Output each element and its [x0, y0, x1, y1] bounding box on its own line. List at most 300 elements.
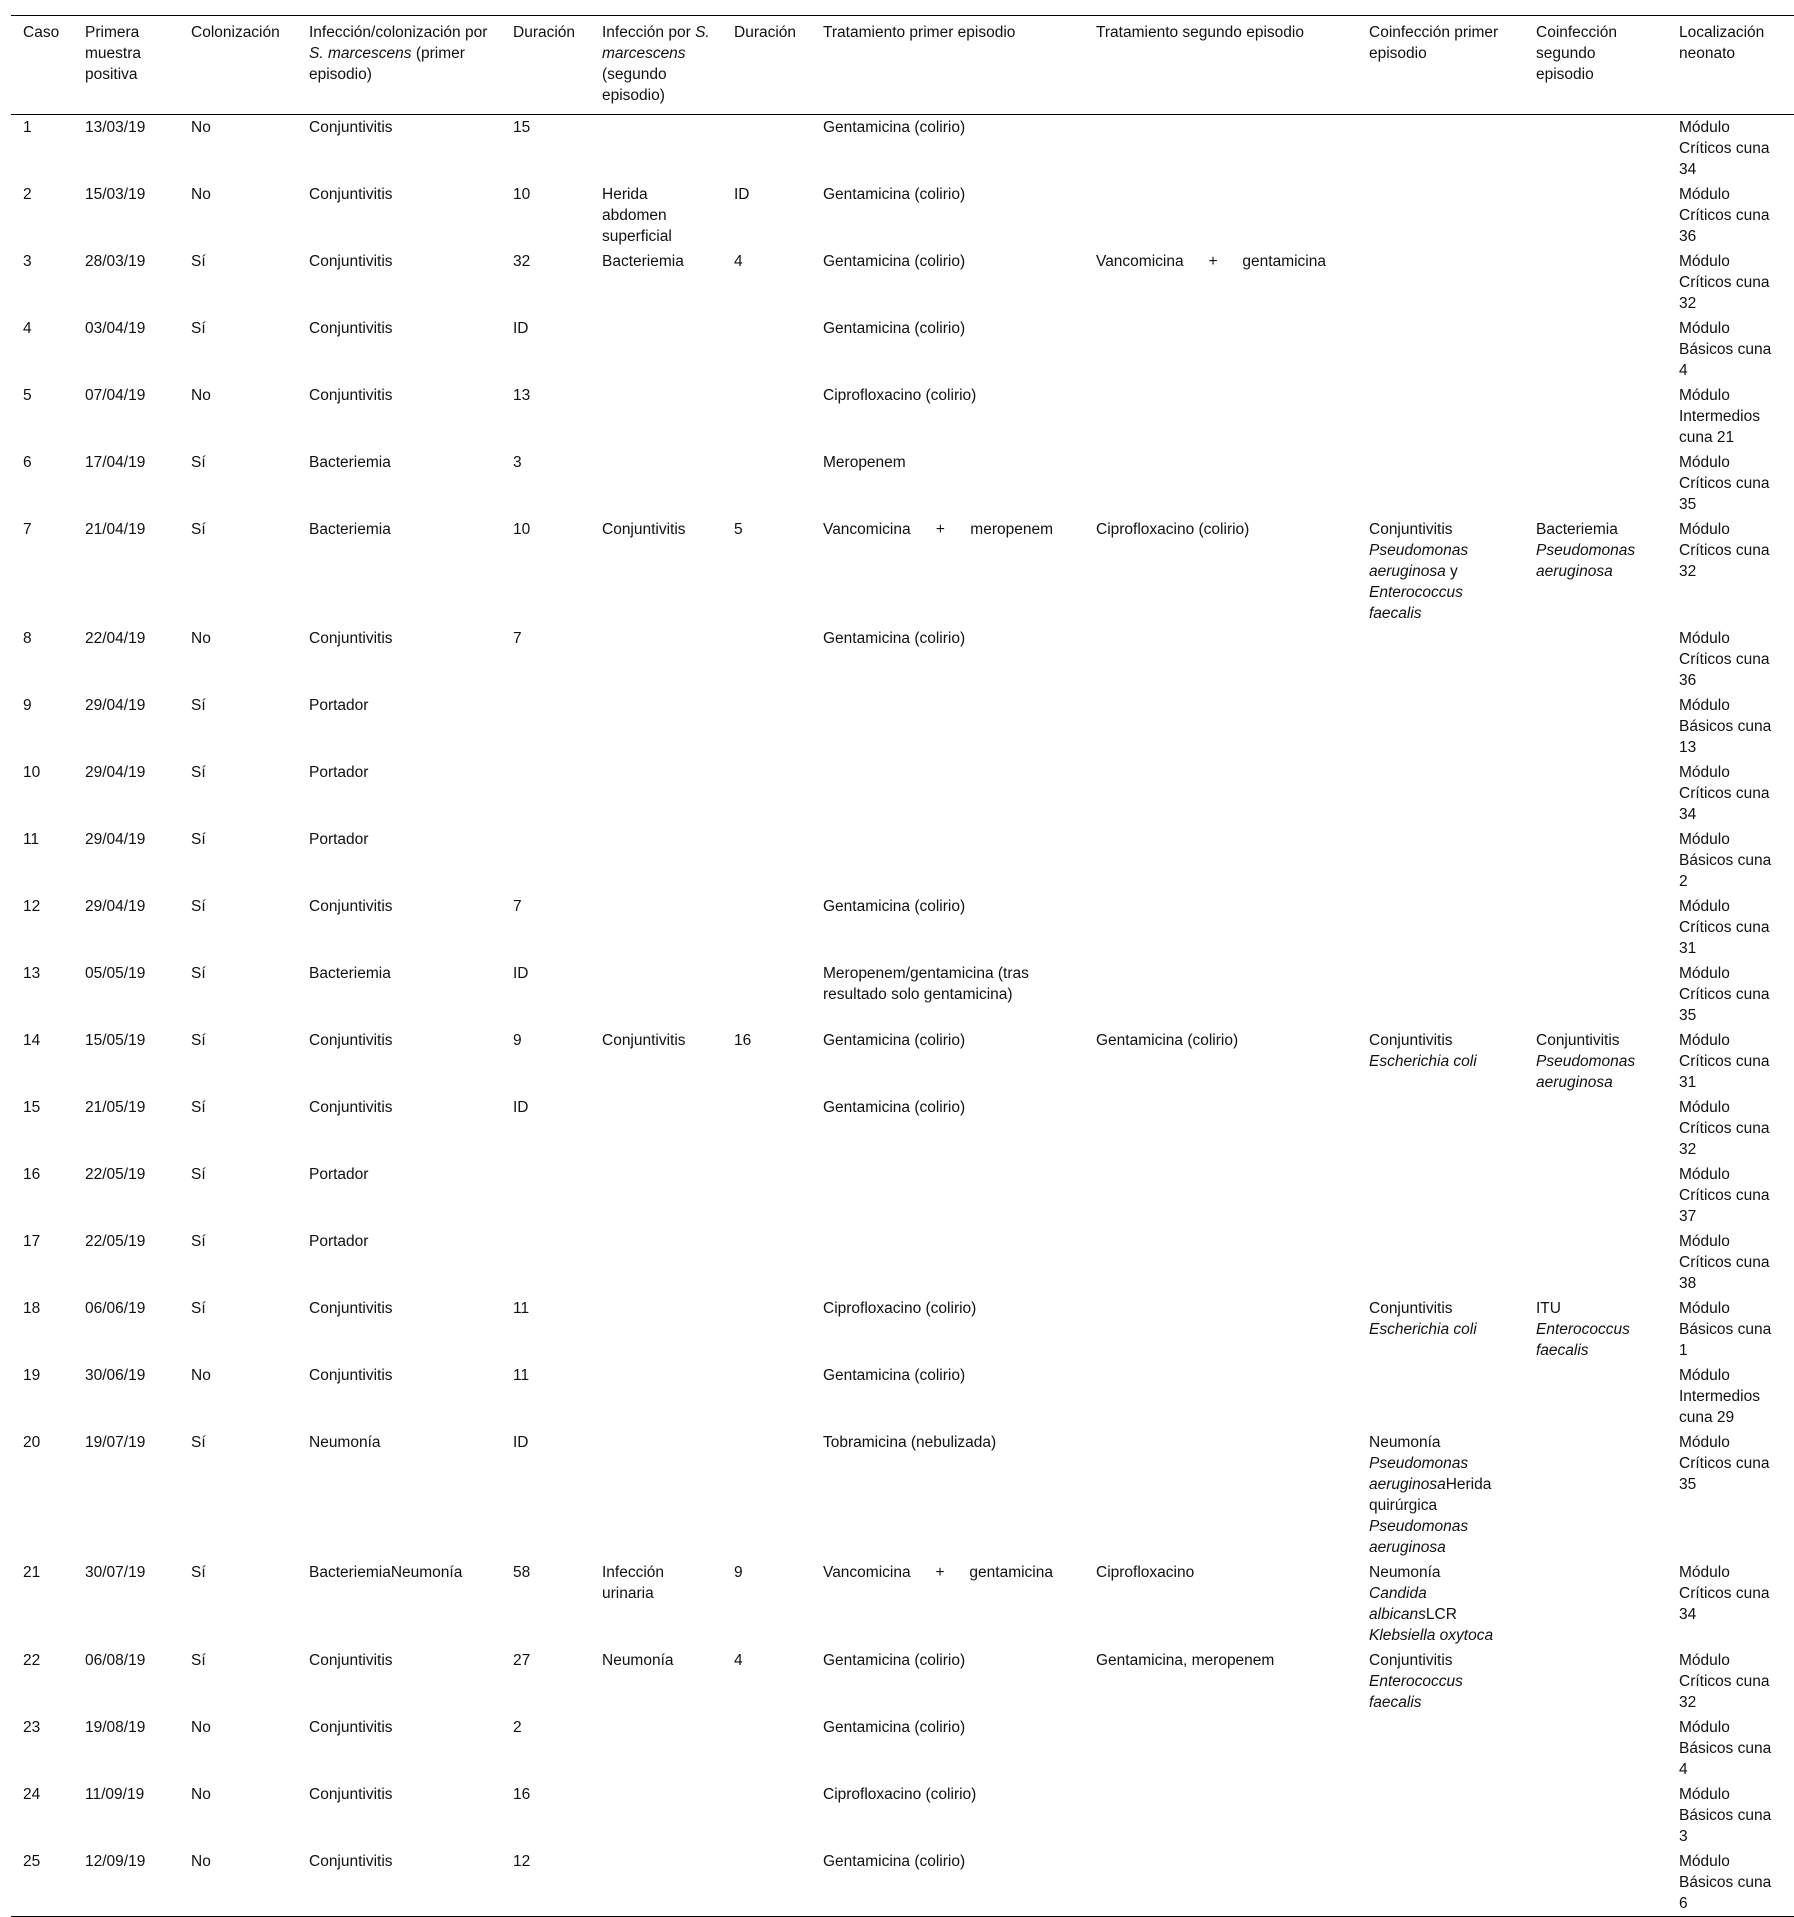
table-row: [11, 517, 1794, 626]
cell-fecha: 11/09/19: [85, 1786, 145, 1803]
cell-infeccion-1: Conjuntivitis: [309, 1719, 393, 1736]
infection-type: y: [1445, 563, 1458, 580]
table-row: [11, 760, 1794, 827]
table-row: [11, 1229, 1794, 1296]
header-row: [11, 16, 1794, 115]
cell-caso: 19: [23, 1367, 41, 1384]
cell-tratamiento-2: [1084, 1430, 1357, 1560]
cell-tratamiento-2: [1084, 1363, 1357, 1430]
cell-caso: 11: [23, 831, 40, 848]
table-row: [11, 827, 1794, 894]
cell-duracion-2: [722, 894, 811, 961]
cell-infeccion-1: Portador: [309, 831, 369, 848]
cell-duracion-1: 7: [513, 898, 522, 915]
cell-fecha: 22/05/19: [85, 1233, 146, 1250]
cell-coinfeccion-2: [1524, 1849, 1667, 1917]
cell-colonizacion: Sí: [191, 1099, 206, 1116]
cell-duracion-2: [722, 760, 811, 827]
table-row: [11, 626, 1794, 693]
cell-tratamiento-2: [1084, 249, 1357, 316]
cell-coinfeccion-2: [1524, 517, 1667, 626]
cell-fecha: 05/05/19: [85, 965, 146, 982]
cell-tratamiento-1: Meropenem/gentamicina (tras resultado solo gentamicina): [823, 965, 1029, 1003]
cell-tratamiento-2: [1084, 760, 1357, 827]
cell-coinfeccion-1: [1357, 316, 1524, 383]
cell-coinfeccion-2: [1524, 182, 1667, 249]
cell-fecha: 06/06/19: [85, 1300, 146, 1317]
infection-type: LCR: [1425, 1606, 1457, 1623]
cell-tratamiento-1: Gentamicina (colirio): [823, 1719, 966, 1736]
header-text-after: (primer episodio): [309, 45, 465, 83]
cell-colonizacion: Sí: [191, 320, 206, 337]
cell-infeccion-2: Conjuntivitis: [602, 521, 686, 538]
cell-fecha: 29/04/19: [85, 764, 146, 781]
cell-coinfeccion-1: [1357, 1363, 1524, 1430]
cell-tratamiento-2: Gentamicina, meropenem: [1096, 1652, 1275, 1669]
header-infeccion-primer-episodio: [297, 16, 501, 115]
infection-type: Conjuntivitis: [1369, 1032, 1453, 1049]
combo-treatment: [823, 519, 1053, 540]
cell-fecha: 29/04/19: [85, 831, 146, 848]
header-italic-text: S. marcescens: [602, 24, 710, 62]
cell-tratamiento-1: Gentamicina (colirio): [823, 320, 966, 337]
table-container: [11, 15, 1794, 1917]
cell-coinfeccion-1: [1357, 1028, 1524, 1095]
cell-tratamiento-2: [1084, 827, 1357, 894]
cell-duracion-2: ID: [734, 186, 750, 203]
cell-infeccion-2: [590, 1849, 722, 1917]
header-colonizacion: [179, 16, 297, 115]
cell-caso: 9: [23, 697, 32, 714]
header-tratamiento-segundo: [1084, 16, 1357, 115]
cell-localizacion: Módulo Críticos cuna 32: [1679, 1099, 1770, 1158]
cell-colonizacion: Sí: [191, 898, 206, 915]
cell-localizacion: Módulo Críticos cuna 35: [1679, 1434, 1770, 1493]
cell-infeccion-1: Bacteriemia: [309, 454, 391, 471]
cell-duracion-2: 4: [734, 1652, 743, 1669]
cell-coinfeccion-2: [1524, 827, 1667, 894]
cell-caso: 7: [23, 521, 32, 538]
cell-tratamiento-2: [1084, 894, 1357, 961]
cell-coinfeccion-2: [1524, 1162, 1667, 1229]
treatment-part: Vancomicina: [823, 1564, 911, 1581]
cell-coinfeccion-1: [1357, 961, 1524, 1028]
cell-colonizacion: Sí: [191, 253, 206, 270]
infection-type: Herida quirúrgica: [1369, 1476, 1492, 1514]
cell-coinfeccion-1: [1357, 115, 1524, 183]
cell-caso: 5: [23, 387, 32, 404]
cell-duracion-2: [722, 1296, 811, 1363]
combo-treatment: [1096, 251, 1326, 272]
cell-infeccion-1: Neumonía: [309, 1434, 381, 1451]
cell-infeccion-1: Bacteriemia: [309, 521, 391, 538]
cell-infeccion-2: Neumonía: [602, 1652, 674, 1669]
cell-colonizacion: No: [191, 1719, 211, 1736]
cell-localizacion: Módulo Críticos cuna 36: [1679, 630, 1770, 689]
cell-tratamiento-1: Gentamicina (colirio): [823, 186, 966, 203]
cell-coinfeccion-1: [1357, 1849, 1524, 1917]
header-infeccion-segundo-episodio: [590, 16, 722, 115]
cell-infeccion-2: Infección urinaria: [602, 1564, 665, 1602]
cell-coinfeccion-2: [1524, 249, 1667, 316]
cell-localizacion: Módulo Críticos cuna 32: [1679, 253, 1770, 312]
cell-colonizacion: Sí: [191, 521, 206, 538]
cell-localizacion: Módulo Básicos cuna 1: [1679, 1300, 1772, 1359]
cell-duracion-2: 9: [734, 1564, 743, 1581]
cell-coinfeccion-2: [1524, 1095, 1667, 1162]
cell-localizacion: Módulo Críticos cuna 37: [1679, 1166, 1770, 1225]
cell-fecha: 30/06/19: [85, 1367, 146, 1384]
infection-type: Conjuntivitis: [1536, 1032, 1620, 1049]
header-duracion-1: [501, 16, 590, 115]
cell-coinfeccion-1: [1357, 1296, 1524, 1363]
cell-colonizacion: Sí: [191, 697, 206, 714]
cell-infeccion-2: [590, 1715, 722, 1782]
cell-coinfeccion-1: [1357, 517, 1524, 626]
cell-caso: 3: [23, 253, 32, 270]
cell-coinfeccion-2: [1524, 693, 1667, 760]
cell-infeccion-2: [590, 1162, 722, 1229]
cell-coinfeccion-2: [1524, 1430, 1667, 1560]
cell-duracion-1: 2: [513, 1719, 522, 1736]
cell-coinfeccion-2: [1524, 1715, 1667, 1782]
cell-tratamiento-1: [811, 827, 1084, 894]
cell-duracion-2: [722, 1782, 811, 1849]
cell-duracion-1: 15: [513, 119, 531, 136]
header-text: Primera muestra positiva: [85, 24, 141, 83]
organism-name: Escherichia coli: [1369, 1321, 1477, 1338]
table-body: [11, 115, 1794, 1917]
cell-infeccion-1: Portador: [309, 1233, 369, 1250]
cell-coinfeccion-1: [1357, 1162, 1524, 1229]
cell-coinfeccion-2: [1524, 383, 1667, 450]
cell-tratamiento-1: [811, 517, 1084, 626]
cell-tratamiento-1: Tobramicina (nebulizada): [823, 1434, 997, 1451]
cell-duracion-2: [722, 1162, 811, 1229]
table-row: [11, 249, 1794, 316]
cell-duracion-2: 16: [734, 1032, 752, 1049]
cell-localizacion: Módulo Básicos cuna 4: [1679, 1719, 1772, 1778]
header-text: Colonización: [191, 24, 280, 41]
cell-tratamiento-1: Gentamicina (colirio): [823, 898, 966, 915]
cell-caso: 23: [23, 1719, 41, 1736]
cell-duracion-1: [501, 1162, 590, 1229]
table-row: [11, 961, 1794, 1028]
organism-name: Escherichia coli: [1369, 1053, 1477, 1070]
cell-tratamiento-2: [1084, 1782, 1357, 1849]
treatment-part: Vancomicina: [1096, 253, 1184, 270]
cell-duracion-2: [722, 961, 811, 1028]
cell-infeccion-1: Conjuntivitis: [309, 1099, 393, 1116]
cell-fecha: 07/04/19: [85, 387, 146, 404]
table-row: [11, 1849, 1794, 1917]
cell-fecha: 15/05/19: [85, 1032, 146, 1049]
cell-infeccion-1: Conjuntivitis: [309, 630, 393, 647]
infection-type: ITU: [1536, 1300, 1561, 1317]
cell-tratamiento-2: [1084, 316, 1357, 383]
cell-localizacion: Módulo Críticos cuna 35: [1679, 454, 1770, 513]
treatment-part: meropenem: [970, 521, 1053, 538]
cell-colonizacion: Sí: [191, 965, 206, 982]
cell-localizacion: Módulo Básicos cuna 2: [1679, 831, 1772, 890]
cell-localizacion: Módulo Críticos cuna 31: [1679, 1032, 1770, 1091]
cell-colonizacion: Sí: [191, 1434, 206, 1451]
cell-tratamiento-2: [1084, 1162, 1357, 1229]
cell-localizacion: Módulo Básicos cuna 13: [1679, 697, 1772, 756]
cell-colonizacion: Sí: [191, 1233, 206, 1250]
cell-duracion-1: 58: [513, 1564, 531, 1581]
treatment-part: gentamicina: [969, 1564, 1053, 1581]
cell-infeccion-1: Portador: [309, 764, 369, 781]
cell-duracion-1: ID: [513, 965, 529, 982]
header-text: Infección/colonización por: [309, 24, 488, 41]
cell-tratamiento-2: Ciprofloxacino: [1096, 1564, 1195, 1581]
cell-localizacion: Módulo Críticos cuna 36: [1679, 186, 1770, 245]
cell-infeccion-1: Conjuntivitis: [309, 1853, 393, 1870]
cell-duracion-2: [722, 693, 811, 760]
cell-duracion-1: 11: [513, 1367, 530, 1384]
organism-name: Pseudomonas aeruginosa: [1536, 542, 1636, 580]
cell-infeccion-1: Portador: [309, 1166, 369, 1183]
cell-colonizacion: No: [191, 1853, 211, 1870]
cell-coinfeccion-1: [1357, 182, 1524, 249]
header-text: Duración: [513, 24, 576, 41]
cell-infeccion-2: [590, 1229, 722, 1296]
cell-infeccion-2: [590, 827, 722, 894]
cell-coinfeccion-2: [1524, 316, 1667, 383]
cell-localizacion: Módulo Intermedios cuna 21: [1679, 387, 1760, 446]
cell-coinfeccion-1: [1357, 1648, 1524, 1715]
cell-coinfeccion-2: [1524, 450, 1667, 517]
header-caso: [11, 16, 73, 115]
cell-colonizacion: Sí: [191, 1564, 206, 1581]
cell-localizacion: Módulo Intermedios cuna 29: [1679, 1367, 1760, 1426]
cell-fecha: 13/03/19: [85, 119, 146, 136]
cell-fecha: 19/08/19: [85, 1719, 146, 1736]
cell-duracion-1: ID: [513, 1434, 529, 1451]
cell-coinfeccion-2: [1524, 961, 1667, 1028]
cell-tratamiento-1: Gentamicina (colirio): [823, 1032, 966, 1049]
organism-name: Enterococcus faecalis: [1536, 1321, 1630, 1359]
cell-coinfeccion-2: [1524, 1028, 1667, 1095]
cell-duracion-2: [722, 1715, 811, 1782]
treatment-part: gentamicina: [1242, 253, 1326, 270]
cell-colonizacion: No: [191, 186, 211, 203]
cell-duracion-2: 5: [734, 521, 743, 538]
cell-infeccion-1: Conjuntivitis: [309, 1300, 393, 1317]
cell-colonizacion: Sí: [191, 1300, 206, 1317]
combo-treatment: [823, 1562, 1053, 1583]
cell-colonizacion: Sí: [191, 1032, 206, 1049]
cell-caso: 10: [23, 764, 41, 781]
cell-infeccion-2: [590, 961, 722, 1028]
cell-duracion-1: [501, 827, 590, 894]
table-row: [11, 1648, 1794, 1715]
cell-duracion-2: [722, 1363, 811, 1430]
cell-coinfeccion-2: [1524, 894, 1667, 961]
table-row: [11, 1363, 1794, 1430]
cell-fecha: 29/04/19: [85, 697, 146, 714]
cell-tratamiento-2: [1084, 961, 1357, 1028]
cell-coinfeccion-2: [1524, 1296, 1667, 1363]
cell-infeccion-1: Conjuntivitis: [309, 898, 393, 915]
organism-name: Pseudomonas aeruginosa: [1369, 1518, 1469, 1556]
table-row: [11, 1715, 1794, 1782]
cell-duracion-1: 32: [513, 253, 531, 270]
cell-infeccion-1: Bacteriemia: [309, 965, 391, 982]
cell-tratamiento-2: [1084, 626, 1357, 693]
cell-tratamiento-1: Gentamicina (colirio): [823, 1652, 966, 1669]
cell-coinfeccion-1: [1357, 249, 1524, 316]
cell-caso: 8: [23, 630, 32, 647]
cell-coinfeccion-1: [1357, 1095, 1524, 1162]
cell-tratamiento-2: [1084, 115, 1357, 183]
treatment-part: +: [935, 1564, 945, 1581]
cell-duracion-2: [722, 383, 811, 450]
cell-duracion-2: [722, 450, 811, 517]
cell-infeccion-1: Portador: [309, 697, 369, 714]
cell-coinfeccion-1: [1357, 1229, 1524, 1296]
cell-fecha: 17/04/19: [85, 454, 146, 471]
cell-coinfeccion-2: [1524, 1648, 1667, 1715]
cell-caso: 17: [23, 1233, 41, 1250]
cell-fecha: 06/08/19: [85, 1652, 146, 1669]
cell-fecha: 12/09/19: [85, 1853, 146, 1870]
cell-coinfeccion-2: [1524, 760, 1667, 827]
cell-caso: 22: [23, 1652, 41, 1669]
cell-coinfeccion-2: [1524, 1229, 1667, 1296]
cases-table: [11, 15, 1794, 1917]
cell-localizacion: Módulo Básicos cuna 6: [1679, 1853, 1772, 1912]
cell-coinfeccion-1: [1357, 1715, 1524, 1782]
cell-infeccion-1: Conjuntivitis: [309, 1786, 393, 1803]
cell-duracion-2: [722, 1095, 811, 1162]
cell-coinfeccion-1: [1357, 450, 1524, 517]
cell-tratamiento-1: Gentamicina (colirio): [823, 1367, 966, 1384]
infection-type: Neumonía: [1369, 1434, 1441, 1451]
cell-tratamiento-1: Ciprofloxacino (colirio): [823, 1786, 977, 1803]
cell-colonizacion: No: [191, 1786, 211, 1803]
cell-infeccion-2: [590, 1095, 722, 1162]
cell-tratamiento-2: [1084, 1715, 1357, 1782]
cell-tratamiento-1: [811, 1560, 1084, 1648]
cell-infeccion-2: [590, 1363, 722, 1430]
cell-infeccion-1: Conjuntivitis: [309, 119, 393, 136]
cell-infeccion-2: [590, 1296, 722, 1363]
cell-caso: 4: [23, 320, 32, 337]
cell-colonizacion: Sí: [191, 764, 206, 781]
cell-coinfeccion-1: [1357, 1782, 1524, 1849]
table-row: [11, 1095, 1794, 1162]
cell-tratamiento-1: [811, 693, 1084, 760]
cell-duracion-1: 10: [513, 521, 531, 538]
cell-coinfeccion-1: [1357, 383, 1524, 450]
cell-duracion-1: 12: [513, 1853, 531, 1870]
cell-fecha: 19/07/19: [85, 1434, 146, 1451]
cell-duracion-1: 16: [513, 1786, 531, 1803]
organism-name: Candida albicans: [1369, 1585, 1427, 1623]
cell-coinfeccion-2: [1524, 115, 1667, 183]
cell-duracion-2: 4: [734, 253, 743, 270]
cell-localizacion: Módulo Críticos cuna 34: [1679, 764, 1770, 823]
cell-infeccion-2: Herida abdomen superficial: [602, 186, 672, 245]
cell-infeccion-1: BacteriemiaNeumonía: [309, 1564, 463, 1581]
table-row: [11, 450, 1794, 517]
cell-tratamiento-1: Gentamicina (colirio): [823, 119, 966, 136]
cell-fecha: 22/04/19: [85, 630, 146, 647]
cell-tratamiento-2: [1084, 1229, 1357, 1296]
infection-type: Conjuntivitis: [1369, 1300, 1453, 1317]
cell-infeccion-2: Conjuntivitis: [602, 1032, 686, 1049]
cell-tratamiento-1: Gentamicina (colirio): [823, 1099, 966, 1116]
cell-fecha: 21/04/19: [85, 521, 146, 538]
cell-colonizacion: No: [191, 119, 211, 136]
cell-caso: 6: [23, 454, 32, 471]
cell-caso: 20: [23, 1434, 41, 1451]
cell-localizacion: Módulo Básicos cuna 3: [1679, 1786, 1772, 1845]
treatment-part: +: [935, 521, 945, 538]
infection-type: Neumonía: [1369, 1564, 1441, 1581]
table-row: [11, 1430, 1794, 1560]
header-text: Tratamiento primer episodio: [823, 24, 1016, 41]
cell-caso: 2: [23, 186, 32, 203]
cell-fecha: 03/04/19: [85, 320, 146, 337]
header-text: Infección por: [602, 24, 696, 41]
table-row: [11, 1162, 1794, 1229]
cell-tratamiento-1: Gentamicina (colirio): [823, 253, 966, 270]
cell-duracion-2: [722, 626, 811, 693]
cell-infeccion-1: Conjuntivitis: [309, 1367, 393, 1384]
cell-caso: 16: [23, 1166, 41, 1183]
treatment-part: Vancomicina: [823, 521, 911, 538]
cell-duracion-1: ID: [513, 320, 529, 337]
cell-duracion-1: [501, 693, 590, 760]
cell-colonizacion: Sí: [191, 1166, 206, 1183]
cell-duracion-2: [722, 115, 811, 183]
cell-duracion-2: [722, 1430, 811, 1560]
cell-caso: 21: [23, 1564, 41, 1581]
cell-tratamiento-1: [811, 1229, 1084, 1296]
cell-coinfeccion-1: [1357, 894, 1524, 961]
table-row: [11, 1560, 1794, 1648]
header-text: Localización neonato: [1679, 24, 1765, 62]
cell-coinfeccion-1: [1357, 760, 1524, 827]
cell-caso: 12: [23, 898, 41, 915]
cell-duracion-2: [722, 316, 811, 383]
cell-coinfeccion-2: [1524, 1363, 1667, 1430]
cell-infeccion-2: [590, 626, 722, 693]
infection-type: Conjuntivitis: [1369, 521, 1453, 538]
cell-coinfeccion-1: [1357, 1560, 1524, 1648]
cell-tratamiento-2: Ciprofloxacino (colirio): [1096, 521, 1250, 538]
cell-duracion-2: [722, 827, 811, 894]
organism-name: Enterococcus faecalis: [1369, 584, 1463, 622]
cell-colonizacion: Sí: [191, 831, 206, 848]
cell-caso: 25: [23, 1853, 41, 1870]
cell-tratamiento-2: [1084, 450, 1357, 517]
infection-type: Conjuntivitis: [1369, 1652, 1453, 1669]
cell-tratamiento-1: Meropenem: [823, 454, 906, 471]
organism-name: Klebsiella oxytoca: [1369, 1627, 1494, 1644]
treatment-part: +: [1208, 253, 1218, 270]
table-row: [11, 383, 1794, 450]
cell-fecha: 21/05/19: [85, 1099, 146, 1116]
cell-colonizacion: No: [191, 630, 211, 647]
header-tratamiento-primer: [811, 16, 1084, 115]
cell-coinfeccion-1: [1357, 693, 1524, 760]
cell-caso: 18: [23, 1300, 41, 1317]
cell-localizacion: Módulo Críticos cuna 38: [1679, 1233, 1770, 1292]
